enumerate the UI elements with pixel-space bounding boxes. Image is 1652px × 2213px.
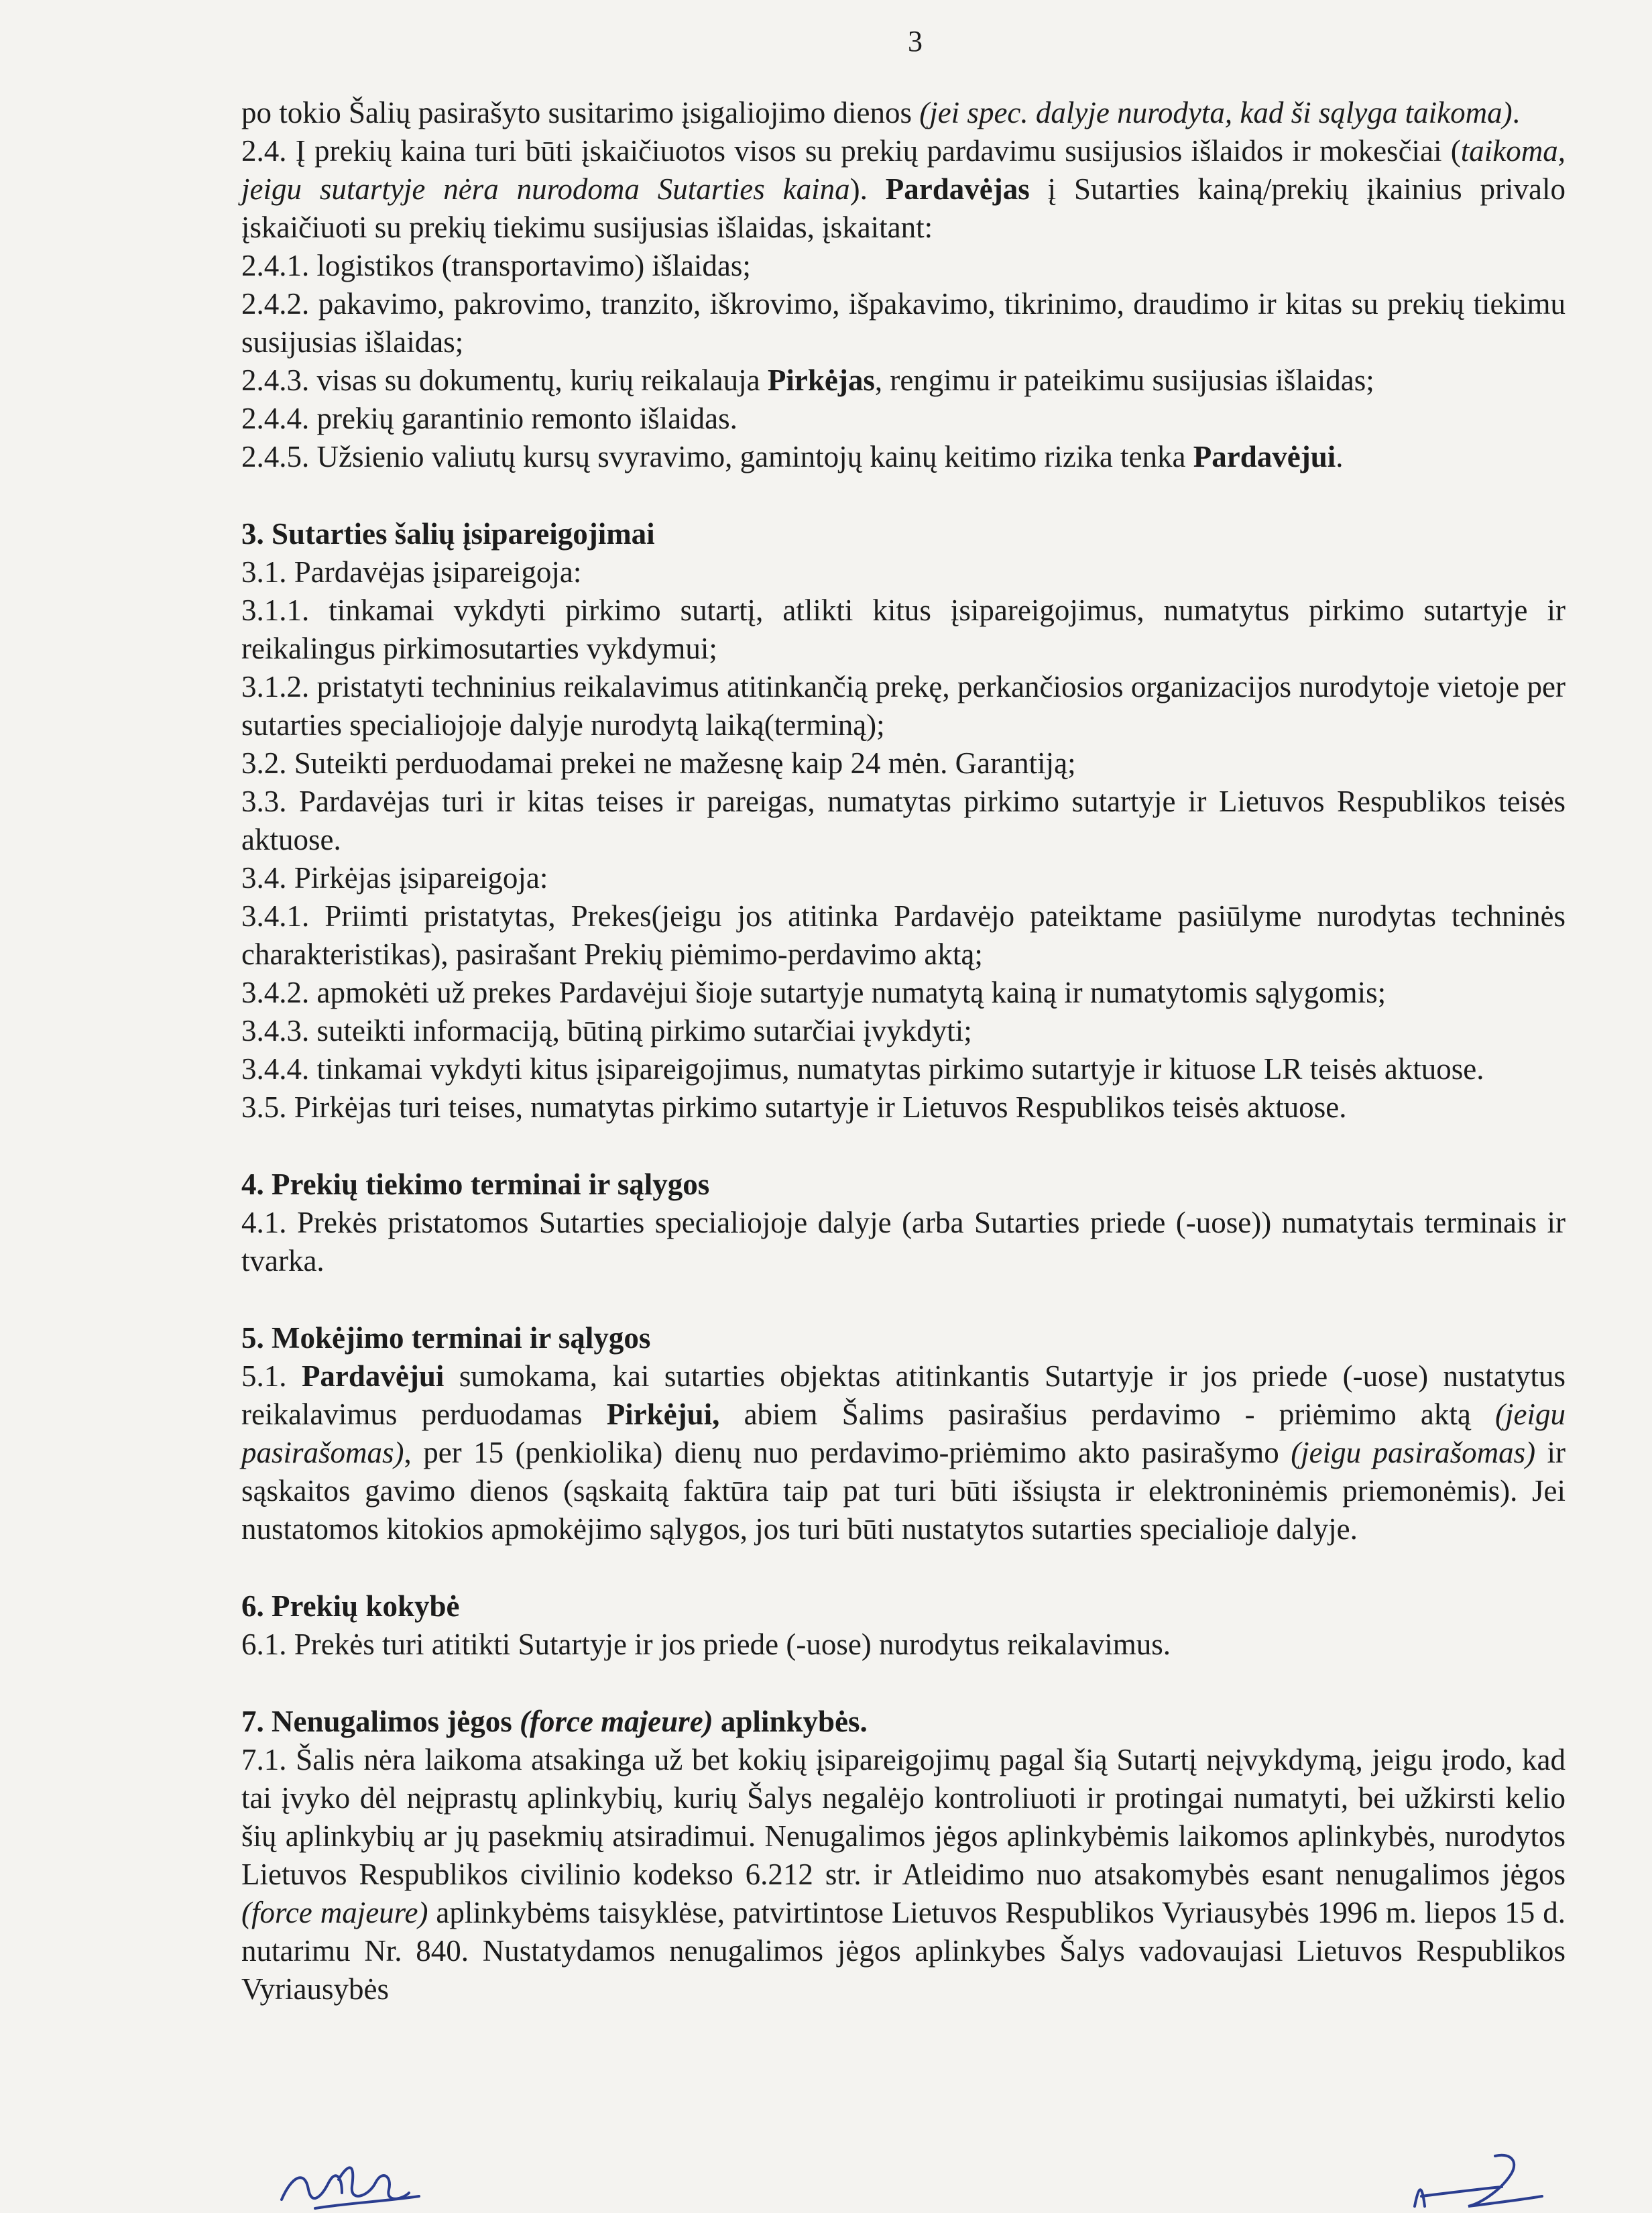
text-run: aplinkybėms taisyklėse, patvirtintose Lietuvos Respublikos Vyriausybės 1996 m. liepos 15 d. nutarimu Nr. 840. Nustatydamos nenugalimos jėgos aplinkybes Šalys vadovaujasi Lietuvos Respublikos Vyriausybės	[241, 1896, 1566, 2006]
paragraph	[241, 361, 1566, 400]
paragraph	[241, 1012, 1566, 1050]
text-run: 6.1. Prekės turi atitikti Sutartyje ir jos priede (-uose) nurodytus reikalavimus.	[241, 1628, 1171, 1661]
paragraph-gap	[241, 1127, 1566, 1166]
text-run: Pirkėjas	[767, 363, 875, 397]
text-run: abiem Šalims pasirašius perdavimo - priėmimo aktą	[719, 1398, 1496, 1431]
text-run: 3.3. Pardavėjas turi ir kitas teises ir pareigas, numatytas pirkimo sutartyje ir Lietuvos Respublikos teisės aktuose.	[241, 785, 1566, 856]
paragraph	[241, 859, 1566, 897]
paragraph	[241, 438, 1566, 476]
text-run: 2.4.2. pakavimo, pakrovimo, tranzito, iškrovimo, išpakavimo, tikrinimo, draudimo ir kitas su prekių tiekimu susijusias išlaidas;	[241, 287, 1566, 359]
text-run: Pardavėjui	[1193, 440, 1336, 473]
text-run: 2.4. Į prekių kaina turi būti įskaičiuotos visos su prekių pardavimu susijusios išlaidos ir mokesčiai (	[241, 134, 1461, 168]
text-run: 5.1.	[241, 1359, 302, 1393]
text-run: 5. Mokėjimo terminai ir sąlygos	[241, 1321, 651, 1355]
paragraph	[241, 285, 1566, 361]
text-run: ir sąskaitos gavimo dienos (sąskaitą faktūra taip pat turi būti išsiųsta ir elektroninėmis priemonėmis). Jei nustatomos kitokios apmokėjimo sąlygos, jos turi būti nustatytos sutarties specialioje dalyje.	[241, 1436, 1566, 1546]
paragraph	[241, 1357, 1566, 1548]
paragraph-gap	[241, 1664, 1566, 1703]
text-run: 2.4.3. visas su dokumentų, kurių reikalauja	[241, 363, 768, 397]
text-run: Pardavėjas	[885, 172, 1030, 206]
text-run: 2.4.1. logistikos (transportavimo) išlaidas;	[241, 249, 751, 282]
text-run: Pirkėjui,	[606, 1398, 720, 1431]
text-run: Pardavėjui	[301, 1359, 445, 1393]
text-run: 2.4.5. Užsienio valiutų kursų svyravimo, gamintojų kainų keitimo rizika tenka	[241, 440, 1193, 473]
text-run: taikoma, jeigu sutartyje nėra nurodoma Sutarties kaina	[241, 134, 1566, 206]
text-run: 3.4.3. suteikti informaciją, būtiną pirkimo sutarčiai įvykdyti;	[241, 1014, 972, 1047]
text-run: (jei spec. dalyje nurodyta, kad ši sąlyga taikoma)	[919, 96, 1513, 129]
paragraph	[241, 897, 1566, 974]
text-run: (force majeure)	[241, 1896, 428, 1929]
paragraph-gap	[241, 1280, 1566, 1319]
text-run: 3.4.1. Priimti pristatytas, Prekes(jeigu jos atitinka Pardavėjo pateiktame pasiūlyme nurodytas techninės charakteristikas), pasirašant Prekių piėmimo-perdavimo aktą;	[241, 899, 1566, 971]
text-run: 2.4.4. prekių garantinio remonto išlaidas.	[241, 402, 738, 435]
text-run: 3.4. Pirkėjas įsipareigoja:	[241, 861, 548, 895]
section-heading	[241, 1166, 1566, 1204]
text-run: aplinkybės.	[713, 1705, 868, 1738]
paragraph	[241, 1050, 1566, 1088]
text-run: į Sutarties kainą/prekių įkainius privalo įskaičiuoti su prekių tiekimu susijusias išlaidas, įskaitant:	[241, 172, 1566, 244]
text-run: 3.1.2. pristatyti techninius reikalavimus atitinkančią prekę, perkančiosios organizacijos nurodytoje vietoje per sutarties specialiojoje dalyje nurodytą laiką(terminą);	[241, 670, 1566, 742]
paragraph	[241, 247, 1566, 285]
text-run: po tokio Šalių pasirašyto susitarimo įsigaliojimo dienos	[241, 96, 920, 129]
text-run: (jeigu pasirašomas)	[1291, 1436, 1536, 1469]
paragraph	[241, 1626, 1566, 1664]
section-heading	[241, 515, 1566, 553]
paragraph	[241, 94, 1566, 132]
text-run: 3.1.1. tinkamai vykdyti pirkimo sutartį, atlikti kitus įsipareigojimus, numatytus pirkimo sutartyje ir reikalingus pirkimosutarties vykdymui;	[241, 593, 1566, 665]
paragraph	[241, 668, 1566, 744]
text-run: 7. Nenugalimos jėgos	[241, 1705, 520, 1738]
paragraph	[241, 132, 1566, 247]
page-number: 3	[908, 25, 923, 58]
text-run: 3.4.2. apmokėti už prekes Pardavėjui šioje sutartyje numatytą kainą ir numatytomis sąlygomis;	[241, 976, 1386, 1009]
paragraph	[241, 591, 1566, 668]
text-run: .	[1512, 96, 1520, 129]
text-run: 3.5. Pirkėjas turi teises, numatytas pirkimo sutartyje ir Lietuvos Respublikos teisės aktuose.	[241, 1090, 1347, 1124]
paragraph	[241, 1088, 1566, 1127]
section-heading	[241, 1703, 1566, 1741]
text-run: 3.2. Suteikti perduodamai prekei ne mažesnę kaip 24 mėn. Garantiją;	[241, 746, 1076, 780]
text-run: 3.1. Pardavėjas įsipareigoja:	[241, 555, 582, 589]
paragraph	[241, 1204, 1566, 1280]
text-run: (force majeure)	[520, 1705, 713, 1738]
paragraph-gap	[241, 1548, 1566, 1587]
text-run: , rengimu ir pateikimu susijusias išlaidas;	[874, 363, 1374, 397]
paragraph	[241, 1741, 1566, 2008]
text-run: 4.1. Prekės pristatomos Sutarties specialiojoje dalyje (arba Sutarties priede (-uose)) numatytais terminais ir tvarka.	[241, 1206, 1566, 1278]
text-run: 7.1. Šalis nėra laikoma atsakinga už bet kokių įsipareigojimų pagal šią Sutartį neįvykdymą, jeigu įrodo, kad tai įvyko dėl neįprastų aplinkybių, kurių Šalys negalėjo kontroliuoti ir protingai numatyti, bei užkirsti kelio šių aplinkybių ar jų pasekmių atsiradimui. Nenugalimos jėgos aplinkybėmis laikomos aplinkybės, nurodytos Lietuvos Respublikos civilinio kodekso 6.212 str. ir Atleidimo nuo atsakomybės esant nenugalimos jėgos	[241, 1743, 1566, 1891]
signature-right-mark	[1401, 2143, 1549, 2213]
text-run: , per 15 (penkiolika) dienų nuo perdavimo-priėmimo akto pasirašymo	[404, 1436, 1291, 1469]
text-run: 4. Prekių tiekimo terminai ir sąlygos	[241, 1168, 710, 1201]
section-heading	[241, 1587, 1566, 1626]
signature-left-mark	[275, 2149, 429, 2213]
paragraph	[241, 744, 1566, 783]
text-run: 6. Prekių kokybė	[241, 1589, 460, 1623]
paragraph	[241, 400, 1566, 438]
text-run: .	[1336, 440, 1344, 473]
paragraph-gap	[241, 476, 1566, 515]
document-body	[241, 94, 1566, 2008]
text-run: (jeigu pasirašomas)	[241, 1398, 1566, 1469]
text-run: ).	[849, 172, 886, 206]
paragraph	[241, 974, 1566, 1012]
text-run: sumokama, kai sutarties objektas atitinkantis Sutartyje ir jos priede (-uose) nustatytus reikalavimus perduodamas	[241, 1359, 1566, 1431]
text-run: 3. Sutarties šalių įsipareigojimai	[241, 517, 655, 551]
section-heading	[241, 1319, 1566, 1357]
paragraph	[241, 783, 1566, 859]
text-run: 3.4.4. tinkamai vykdyti kitus įsipareigojimus, numatytas pirkimo sutartyje ir kituose LR teisės aktuose.	[241, 1052, 1484, 1086]
paragraph	[241, 553, 1566, 591]
